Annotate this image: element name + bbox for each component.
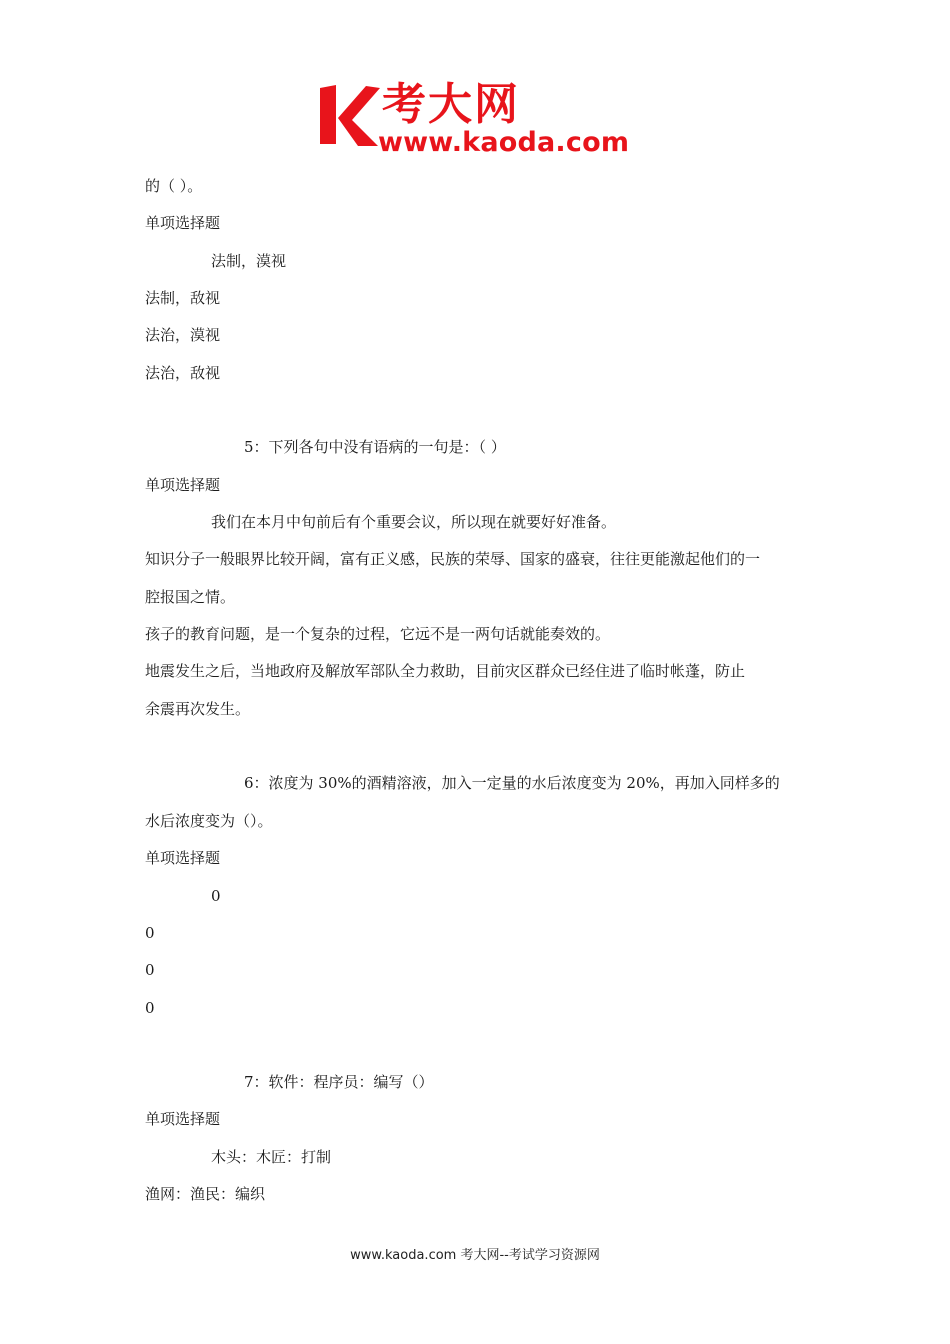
q7-option-a: 木头：木匠：打制	[211, 1148, 332, 1166]
q5-type: 单项选择题	[145, 476, 221, 494]
page-footer: www.kaoda.com 考大网--考试学习资源网	[350, 1248, 600, 1263]
q4-stem-end: 的（ ）。	[145, 177, 203, 195]
q6-stem-line2: 水后浓度变为（）。	[145, 812, 273, 830]
k-logo-icon	[318, 80, 382, 150]
q5-option-a: 我们在本月中旬前后有个重要会议，所以现在就要好好准备。	[211, 513, 617, 531]
q7-option-b: 渔网：渔民：编织	[145, 1185, 266, 1203]
q6-option-b: 0	[145, 924, 155, 942]
q6-type: 单项选择题	[145, 849, 221, 867]
q4-option-d: 法治，敌视	[145, 364, 221, 382]
logo-url-text: www.kaoda.com	[378, 127, 630, 158]
q5-option-c: 孩子的教育问题，是一个复杂的过程，它远不是一两句话就能奏效的。	[145, 625, 611, 643]
q6-stem-line1: 6：浓度为 30%的酒精溶液，加入一定量的水后浓度变为 20%，再加入同样多的	[244, 774, 780, 792]
q5-option-b-line1: 知识分子一般眼界比较开阔，富有正义感，民族的荣辱、国家的盛衰，往往更能激起他们的一	[145, 550, 761, 568]
q5-option-b-line2: 腔报国之情。	[145, 588, 236, 606]
q4-option-b: 法制，敌视	[145, 289, 221, 307]
q5-option-d-line2: 余震再次发生。	[145, 700, 251, 718]
q6-option-a: 0	[211, 887, 221, 905]
kaoda-logo	[318, 80, 638, 160]
q5-stem: 5：下列各句中没有语病的一句是：（ ）	[244, 438, 506, 456]
q4-option-c: 法治，漠视	[145, 326, 221, 344]
q7-stem: 7：软件：程序员：编写（）	[244, 1073, 434, 1091]
q5-option-d-line1: 地震发生之后，当地政府及解放军部队全力救助，目前灾区群众已经住进了临时帐蓬，防止	[145, 662, 746, 680]
q7-type: 单项选择题	[145, 1110, 221, 1128]
q6-option-d: 0	[145, 999, 155, 1017]
q6-option-c: 0	[145, 961, 155, 979]
q4-type: 单项选择题	[145, 214, 221, 232]
q4-option-a: 法制，漠视	[211, 252, 287, 270]
logo-brand-text: 考大网	[382, 79, 520, 130]
